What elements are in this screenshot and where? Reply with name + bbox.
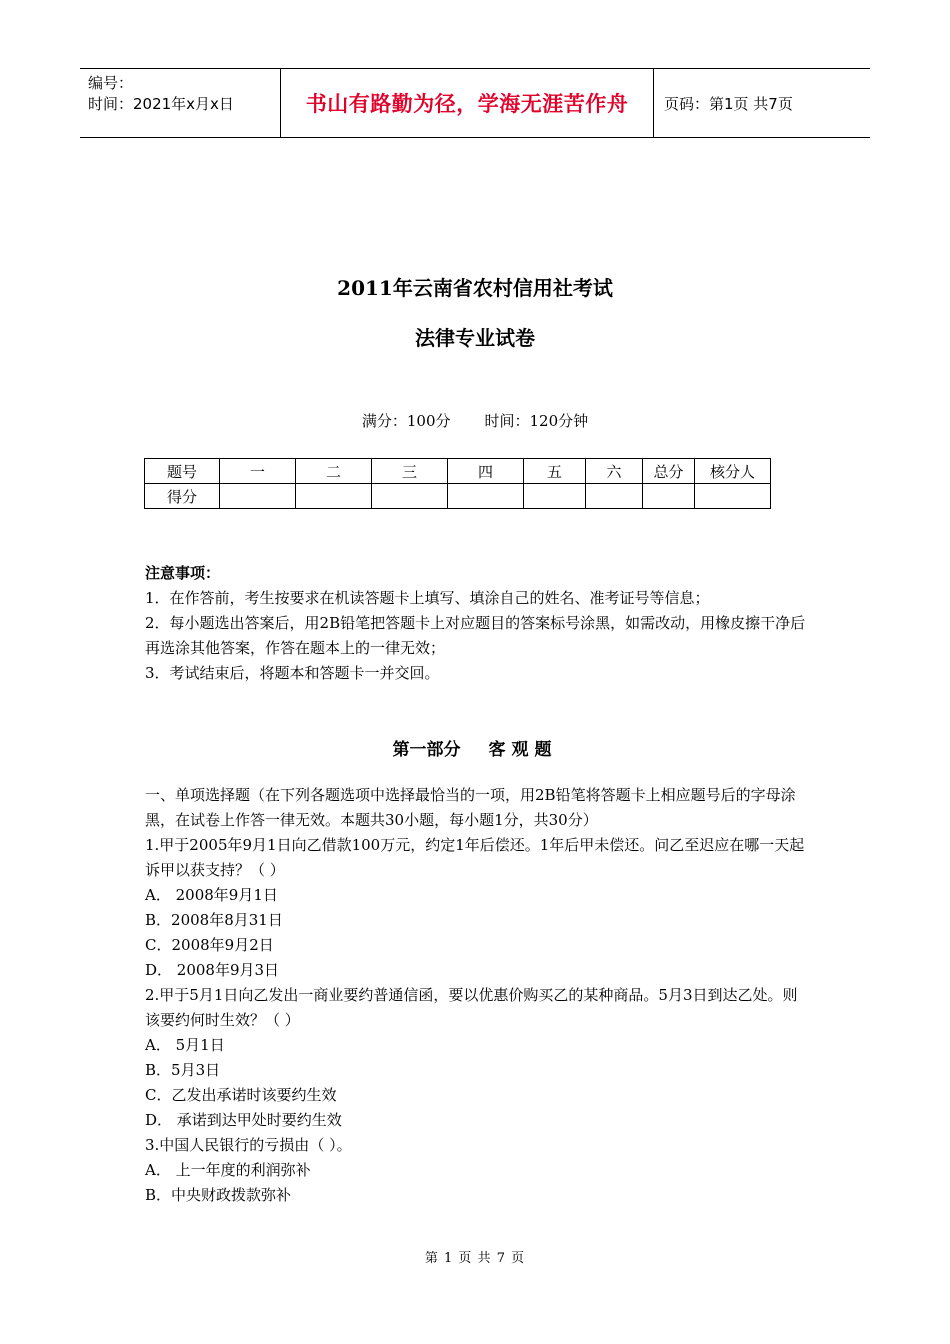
question-option: B．2008年8月31日 xyxy=(145,911,283,929)
score-header-cell: 三 xyxy=(372,459,448,484)
question-option: D． 2008年9月3日 xyxy=(145,961,280,979)
question-stem: 2.甲于5月1日向乙发出一商业要约普通信函，要以优惠价购买乙的某种商品。5月3日到达乙处。则该要约何时生效？（ ） xyxy=(145,986,798,1029)
section-name: 客观题 xyxy=(488,740,558,760)
section-part: 第一部分 xyxy=(392,740,461,760)
score-cell xyxy=(220,484,296,509)
question-option: D． 承诺到达甲处时要约生效 xyxy=(145,1111,342,1129)
score-table xyxy=(144,458,771,509)
score-table-score-row xyxy=(145,484,771,509)
score-header-cell: 核分人 xyxy=(695,459,771,484)
section-heading xyxy=(0,735,950,760)
header-page-label: 页码：第1页 共7页 xyxy=(664,94,793,113)
page-header xyxy=(80,68,870,138)
score-header-cell: 六 xyxy=(586,459,643,484)
notice-item: 1．在作答前，考生按要求在机读答题卡上填写、填涂自己的姓名、准考证号等信息； xyxy=(145,589,710,607)
score-row-label: 得分 xyxy=(145,484,220,509)
score-header-cell: 二 xyxy=(296,459,372,484)
score-header-cell: 五 xyxy=(524,459,586,484)
score-header-cell: 一 xyxy=(220,459,296,484)
notice-item: 3．考试结束后，将题本和答题卡一并交回。 xyxy=(145,664,440,682)
header-code: 编号： xyxy=(88,74,134,92)
question-option: C．乙发出承诺时该要约生效 xyxy=(145,1086,337,1104)
notice-block xyxy=(145,561,810,686)
question-option: A． 上一年度的利润弥补 xyxy=(145,1161,311,1179)
score-cell xyxy=(695,484,771,509)
question-stem: 1.甲于2005年9月1日向乙借款100万元，约定1年后偿还。1年后甲未偿还。问乙至迟应在哪一天起诉甲以获支持？（ ） xyxy=(145,836,805,879)
exam-time: 时间：120分钟 xyxy=(484,412,589,430)
question-option: B．中央财政拨款弥补 xyxy=(145,1186,292,1204)
score-cell xyxy=(372,484,448,509)
question-option: A． 5月1日 xyxy=(145,1036,225,1054)
question-body xyxy=(145,783,810,1208)
exam-meta xyxy=(0,410,950,431)
page-footer: 第 1 页 共 7 页 xyxy=(424,1251,526,1266)
full-score: 满分：100分 xyxy=(361,412,451,430)
question-stem: 3.中国人民银行的亏损由（ ）。 xyxy=(145,1136,352,1154)
question-option: B．5月3日 xyxy=(145,1061,221,1079)
header-info xyxy=(80,69,281,137)
score-table-header-row xyxy=(145,459,771,484)
header-time: 时间：2021年x月x日 xyxy=(88,95,234,113)
score-cell xyxy=(296,484,372,509)
header-motto: 书山有路勤为径，学海无涯苦作舟 xyxy=(281,69,654,137)
section-intro: 一、单项选择题（在下列各题选项中选择最恰当的一项，用2B铅笔将答题卡上相应题号后的字母涂黑，在试卷上作答一律无效。本题共30小题，每小题1分，共30分） xyxy=(145,786,796,829)
score-header-cell: 总分 xyxy=(643,459,695,484)
exam-subtitle: 法律专业试卷 xyxy=(415,326,535,350)
score-cell xyxy=(643,484,695,509)
notice-title: 注意事项： xyxy=(145,564,221,582)
score-cell xyxy=(448,484,524,509)
notice-item: 2．每小题选出答案后，用2B铅笔把答题卡上对应题目的答案标号涂黑，如需改动，用橡皮擦干净后再选涂其他答案，作答在题本上的一律无效； xyxy=(145,614,806,657)
score-header-cell: 四 xyxy=(448,459,524,484)
exam-title: 2011年云南省农村信用社考试 xyxy=(337,276,613,300)
question-option: A． 2008年9月1日 xyxy=(145,886,278,904)
score-cell xyxy=(524,484,586,509)
score-header-cell: 题号 xyxy=(145,459,220,484)
question-option: C．2008年9月2日 xyxy=(145,936,274,954)
score-cell xyxy=(586,484,643,509)
